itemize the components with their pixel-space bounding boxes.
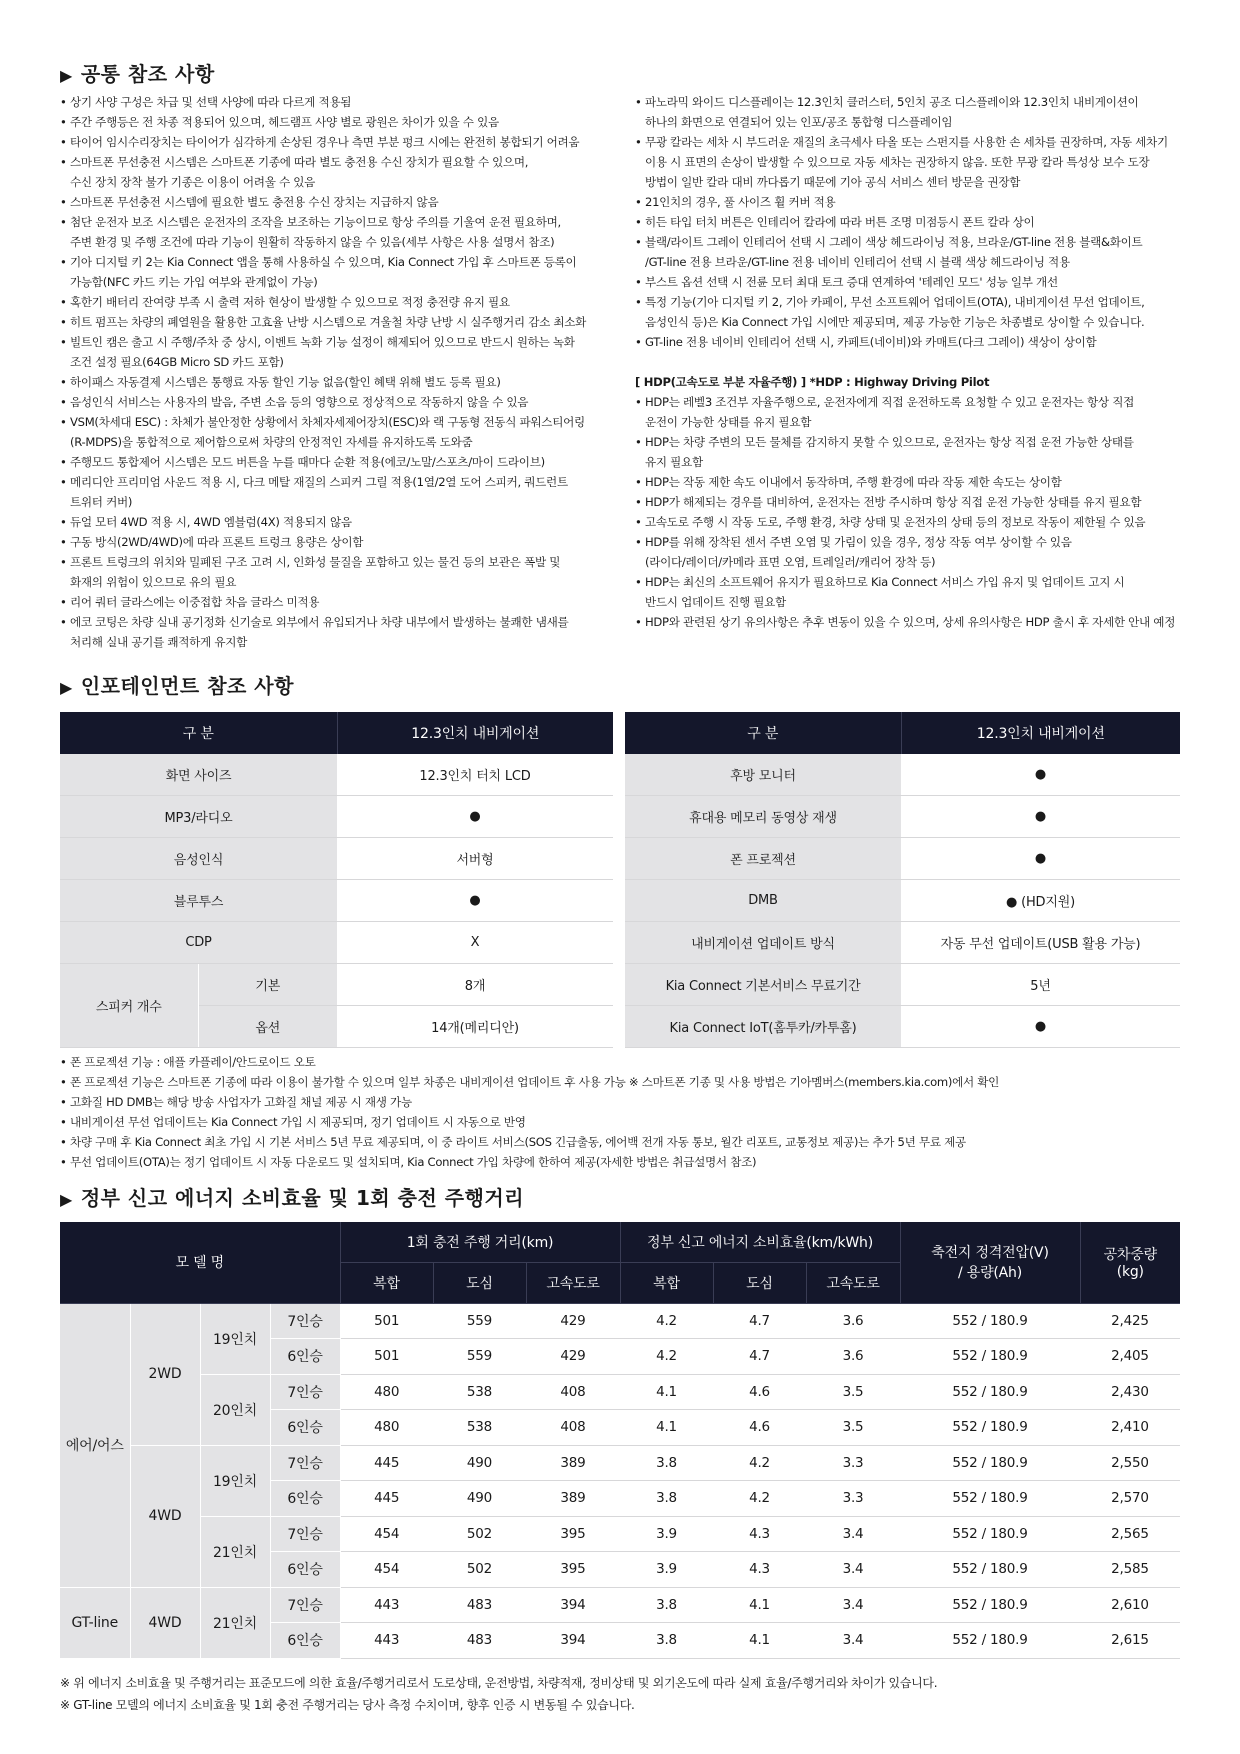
data-cell: 552 / 180.9 bbox=[900, 1374, 1080, 1410]
data-cell: 3.8 bbox=[620, 1445, 713, 1481]
speaker-count-label: 스피커 개수 bbox=[60, 964, 198, 1048]
common-notes-left bbox=[60, 92, 620, 652]
weight-header-line1: 공차중량 bbox=[1103, 1247, 1157, 1264]
spacer bbox=[613, 880, 625, 922]
speaker-option-value: 14개(메리디안) bbox=[337, 1006, 613, 1048]
row-value: X bbox=[337, 922, 613, 964]
data-cell: 395 bbox=[526, 1516, 620, 1552]
common-notes-right bbox=[635, 92, 1190, 632]
data-cell: 538 bbox=[433, 1410, 526, 1446]
bullet-continuation: (라이다/레이더/카메라 표면 오염, 트레일러/캐리어 장착 등) bbox=[645, 555, 936, 569]
data-cell: 4.1 bbox=[713, 1623, 806, 1659]
bullet-item: • 블랙/라이트 그레이 인테리어 선택 시 그레이 색상 헤드라이닝 적용, 브라운/GT-line 전용 블랙&화이트 bbox=[635, 232, 1190, 252]
bullet-item: • 메리디안 프리미엄 사운드 적용 시, 다크 메탈 재질의 스피커 그릴 적용(1열/2열 도어 스피커, 쿼드런트 bbox=[60, 472, 620, 492]
data-cell: 2,570 bbox=[1080, 1481, 1180, 1517]
data-cell: 490 bbox=[433, 1445, 526, 1481]
note-item: • 폰 프로젝션 기능 : 애플 카플레이/안드로이드 오토 bbox=[60, 1052, 1180, 1072]
data-cell: 559 bbox=[433, 1339, 526, 1375]
data-cell: 4.1 bbox=[620, 1374, 713, 1410]
bullet-item: • 파노라믹 와이드 디스플레이는 12.3인치 클러스터, 5인치 공조 디스플레이와 12.3인치 내비게이션이 bbox=[635, 92, 1190, 112]
row-label: CDP bbox=[60, 922, 337, 964]
battery-header bbox=[900, 1222, 1080, 1303]
spacer bbox=[613, 922, 625, 964]
data-cell: 3.9 bbox=[620, 1552, 713, 1588]
battery-header-line2: / 용량(Ah) bbox=[958, 1265, 1022, 1282]
seating: 6인승 bbox=[270, 1552, 340, 1588]
bullet-item: • HDP는 레벨3 조건부 자율주행으로, 운전자에게 직접 운전하도록 요청할 수 있고 운전자는 항상 직접 bbox=[635, 392, 1190, 412]
efficiency-table bbox=[60, 1222, 1180, 1659]
data-cell: 389 bbox=[526, 1481, 620, 1517]
data-cell: 2,430 bbox=[1080, 1374, 1180, 1410]
bullet-item: • 하이패스 자동결제 시스템은 통행료 자동 할인 기능 없음(할인 혜택 위해 별도 등록 필요) bbox=[60, 372, 620, 392]
spacer bbox=[613, 838, 625, 880]
data-cell: 480 bbox=[340, 1410, 433, 1446]
spacer bbox=[613, 1006, 625, 1048]
data-cell: 395 bbox=[526, 1552, 620, 1588]
data-cell: 538 bbox=[433, 1374, 526, 1410]
bullet-item: • HDP는 차량 주변의 모든 물체를 감지하지 못할 수 있으므로, 운전자는 항상 직접 운전 가능한 상태를 bbox=[635, 432, 1190, 452]
data-cell: 2,405 bbox=[1080, 1339, 1180, 1375]
data-cell: 3.4 bbox=[806, 1587, 900, 1623]
note-item: • 무선 업데이트(OTA)는 정기 업데이트 시 자동 다운로드 및 설치되며, Kia Connect 가입 차량에 한하여 제공(자세한 방법은 취급설명서 참조) bbox=[60, 1152, 1180, 1172]
bullet-item: • 상기 사양 구성은 차급 및 선택 사양에 따라 다르게 적용됨 bbox=[60, 92, 620, 112]
note-item: • 차량 구매 후 Kia Connect 최초 가입 시 기본 서비스 5년 무료 제공되며, 이 중 라이트 서비스(SOS 긴급출동, 에어백 전개 자동 통보, 월간 리포트, 교통정보 제공)는 추가 5년 무료 제공 bbox=[60, 1132, 1180, 1152]
spacer bbox=[613, 964, 625, 1006]
data-cell: 2,585 bbox=[1080, 1552, 1180, 1588]
data-cell: 4.2 bbox=[620, 1303, 713, 1339]
row-value: 자동 무선 업데이트(USB 활용 가능) bbox=[901, 922, 1180, 964]
row-label: Kia Connect 기본서비스 무료기간 bbox=[625, 964, 901, 1006]
battery-header-line1: 축전지 정격전압(V) bbox=[931, 1245, 1049, 1262]
range-header: 1회 충전 주행 거리(km) bbox=[340, 1222, 620, 1262]
bullet-item: • 주간 주행등은 전 차종 적용되어 있으며, 헤드램프 사양 별로 광원은 차이가 있을 수 있음 bbox=[60, 112, 620, 132]
bullet-item: • 혹한기 배터리 잔여량 부족 시 출력 저하 현상이 발생할 수 있으므로 적정 충전량 유지 필요 bbox=[60, 292, 620, 312]
bullet-continuation: 하나의 화면으로 연결되어 있는 인포/공조 통합형 디스플레이임 bbox=[645, 115, 953, 129]
data-cell: 501 bbox=[340, 1303, 433, 1339]
bullet-item: • 구동 방식(2WD/4WD)에 따라 프론트 트렁크 용량은 상이함 bbox=[60, 532, 620, 552]
data-cell: 552 / 180.9 bbox=[900, 1410, 1080, 1446]
data-cell: 502 bbox=[433, 1552, 526, 1588]
data-cell: 3.8 bbox=[620, 1587, 713, 1623]
model-name-header: 모 델 명 bbox=[60, 1222, 340, 1303]
bullet-continuation: 화재의 위험이 있으므로 유의 필요 bbox=[70, 575, 237, 589]
data-cell: 3.8 bbox=[620, 1481, 713, 1517]
bullet-continuation: 반드시 업데이트 진행 필요함 bbox=[645, 595, 786, 609]
data-cell: 4.7 bbox=[713, 1339, 806, 1375]
bullet-continuation: 가능함(NFC 카드 키는 가입 여부와 관계없이 가능) bbox=[70, 275, 318, 289]
bullet-item: • HDP가 해제되는 경우를 대비하여, 운전자는 전방 주시하며 항상 직접 운전 가능한 상태를 유지 필요함 bbox=[635, 492, 1190, 512]
bullet-continuation: 조건 설정 필요(64GB Micro SD 카드 포함) bbox=[70, 355, 284, 369]
row-label: MP3/라디오 bbox=[60, 796, 337, 838]
bullet-item: • 기아 디지털 키 2는 Kia Connect 앱을 통해 사용하실 수 있으며, Kia Connect 가입 후 스마트폰 등록이 bbox=[60, 252, 620, 272]
infotainment-table bbox=[60, 712, 1180, 1048]
data-cell: 4.1 bbox=[620, 1410, 713, 1446]
bullet-item: • 듀얼 모터 4WD 적용 시, 4WD 엠블럼(4X) 적용되지 않음 bbox=[60, 512, 620, 532]
data-cell: 2,565 bbox=[1080, 1516, 1180, 1552]
sub-header: 도심 bbox=[433, 1262, 526, 1303]
data-cell: 443 bbox=[340, 1587, 433, 1623]
data-cell: 4.1 bbox=[713, 1587, 806, 1623]
seating: 7인승 bbox=[270, 1516, 340, 1552]
bullet-continuation: 방법이 일반 칼라 대비 까다롭기 때문에 기아 공식 서비스 센터 방문을 권장함 bbox=[645, 175, 1021, 189]
trim-group: 에어/어스 bbox=[60, 1303, 130, 1587]
spacer bbox=[635, 352, 1190, 372]
row-value: ● bbox=[337, 880, 613, 922]
bullet-item: • 첨단 운전자 보조 시스템은 운전자의 조작을 보조하는 기능이므로 항상 주의를 기울여 운전 필요하며, bbox=[60, 212, 620, 232]
data-cell: 394 bbox=[526, 1623, 620, 1659]
sub-header: 고속도로 bbox=[806, 1262, 900, 1303]
bullet-continuation: 운전이 가능한 상태를 유지 필요함 bbox=[645, 415, 812, 429]
spacer bbox=[613, 712, 625, 754]
triangle-icon: ▶ bbox=[60, 1190, 73, 1209]
drive-type: 4WD bbox=[130, 1445, 200, 1587]
section-title-efficiency bbox=[60, 1182, 524, 1211]
data-cell: 389 bbox=[526, 1445, 620, 1481]
row-label: 휴대용 메모리 동영상 재생 bbox=[625, 796, 901, 838]
data-cell: 552 / 180.9 bbox=[900, 1481, 1080, 1517]
row-label: DMB bbox=[625, 880, 901, 922]
section-title-text: 공통 참조 사항 bbox=[80, 62, 215, 86]
wheel-size: 19인치 bbox=[200, 1303, 270, 1374]
data-cell: 501 bbox=[340, 1339, 433, 1375]
sub-header: 복합 bbox=[340, 1262, 433, 1303]
data-cell: 3.4 bbox=[806, 1623, 900, 1659]
efficiency-header: 정부 신고 에너지 소비효율(km/kWh) bbox=[620, 1222, 900, 1262]
data-cell: 552 / 180.9 bbox=[900, 1516, 1080, 1552]
bullet-item: • 음성인식 서비스는 사용자의 발음, 주변 소음 등의 영향으로 정상적으로 작동하지 않을 수 있음 bbox=[60, 392, 620, 412]
infotainment-notes bbox=[60, 1052, 1180, 1172]
wheel-size: 20인치 bbox=[200, 1374, 270, 1445]
bullet-item: • 고속도로 주행 시 작동 도로, 주행 환경, 차량 상태 및 운전자의 상태 등의 정보로 작동이 제한될 수 있음 bbox=[635, 512, 1190, 532]
bullet-continuation: 주변 환경 및 주행 조건에 따라 기능이 원활히 작동하지 않을 수 있음(세부 사항은 사용 설명서 참조) bbox=[70, 235, 555, 249]
data-cell: 502 bbox=[433, 1516, 526, 1552]
data-cell: 552 / 180.9 bbox=[900, 1445, 1080, 1481]
bullet-item: • 특정 기능(기아 디지털 키 2, 기아 카페이, 무선 소프트웨어 업데이트(OTA), 내비게이션 무선 업데이트, bbox=[635, 292, 1190, 312]
data-cell: 4.2 bbox=[713, 1481, 806, 1517]
bullet-item: • 히든 타입 터치 버튼은 인테리어 칼라에 따라 버튼 조명 미점등시 폰트 칼라 상이 bbox=[635, 212, 1190, 232]
data-cell: 3.5 bbox=[806, 1410, 900, 1446]
bullet-continuation: 유지 필요함 bbox=[645, 455, 703, 469]
data-cell: 552 / 180.9 bbox=[900, 1339, 1080, 1375]
data-cell: 3.4 bbox=[806, 1552, 900, 1588]
bullet-item: • 히트 펌프는 차량의 폐열원을 활용한 고효율 난방 시스템으로 겨울철 차량 난방 시 실주행거리 감소 최소화 bbox=[60, 312, 620, 332]
trim-group: GT-line bbox=[60, 1587, 130, 1658]
data-cell: 4.6 bbox=[713, 1410, 806, 1446]
row-value: ● (HD지원) bbox=[901, 880, 1180, 922]
data-cell: 4.6 bbox=[713, 1374, 806, 1410]
sub-header: 고속도로 bbox=[526, 1262, 620, 1303]
row-value: ● bbox=[901, 754, 1180, 796]
weight-header bbox=[1080, 1222, 1180, 1303]
data-cell: 408 bbox=[526, 1374, 620, 1410]
data-cell: 445 bbox=[340, 1445, 433, 1481]
data-cell: 429 bbox=[526, 1303, 620, 1339]
data-cell: 2,615 bbox=[1080, 1623, 1180, 1659]
data-cell: 3.4 bbox=[806, 1516, 900, 1552]
seating: 7인승 bbox=[270, 1374, 340, 1410]
bullet-continuation: 트위터 커버) bbox=[70, 495, 133, 509]
drive-type: 2WD bbox=[130, 1303, 200, 1445]
triangle-icon: ▶ bbox=[60, 66, 73, 85]
bullet-item: • HDP는 최신의 소프트웨어 유지가 필요하므로 Kia Connect 서비스 가입 유지 및 업데이트 고지 시 bbox=[635, 572, 1190, 592]
bullet-item: • 리어 쿼터 글라스에는 이중접합 차음 글라스 미적용 bbox=[60, 592, 620, 612]
data-cell: 552 / 180.9 bbox=[900, 1623, 1080, 1659]
data-cell: 552 / 180.9 bbox=[900, 1303, 1080, 1339]
bullet-item: • HDP는 작동 제한 속도 이내에서 동작하며, 주행 환경에 따라 작동 제한 속도는 상이함 bbox=[635, 472, 1190, 492]
row-label: 후방 모니터 bbox=[625, 754, 901, 796]
spacer bbox=[613, 796, 625, 838]
seating: 6인승 bbox=[270, 1623, 340, 1659]
row-label: 내비게이션 업데이트 방식 bbox=[625, 922, 901, 964]
data-cell: 4.3 bbox=[713, 1516, 806, 1552]
data-cell: 394 bbox=[526, 1587, 620, 1623]
data-cell: 4.2 bbox=[713, 1445, 806, 1481]
spacer bbox=[613, 754, 625, 796]
footnotes bbox=[60, 1672, 937, 1716]
section-title-text: 정부 신고 에너지 소비효율 및 1회 충전 주행거리 bbox=[80, 1186, 525, 1210]
bullet-item: • 스마트폰 무선충전 시스템은 스마트폰 기종에 따라 별도 충전용 수신 장치가 필요할 수 있으며, bbox=[60, 152, 620, 172]
speaker-base-label: 기본 bbox=[198, 964, 337, 1006]
bullet-item: • 타이어 임시수리장치는 타이어가 심각하게 손상된 경우나 측면 부분 펑크 시에는 완전히 봉합되기 어려움 bbox=[60, 132, 620, 152]
wheel-size: 19인치 bbox=[200, 1445, 270, 1516]
data-cell: 2,550 bbox=[1080, 1445, 1180, 1481]
bullet-item: • 프론트 트렁크의 위치와 밀폐된 구조 고려 시, 인화성 물질을 포함하고 있는 물건 등의 보관은 폭발 및 bbox=[60, 552, 620, 572]
bullet-continuation: 처리해 실내 공기를 쾌적하게 유지함 bbox=[70, 635, 248, 649]
data-cell: 3.3 bbox=[806, 1445, 900, 1481]
row-label: 화면 사이즈 bbox=[60, 754, 337, 796]
header-navigation: 12.3인치 내비게이션 bbox=[337, 712, 613, 754]
triangle-icon: ▶ bbox=[60, 678, 73, 697]
data-cell: 483 bbox=[433, 1587, 526, 1623]
row-label: 폰 프로젝션 bbox=[625, 838, 901, 880]
bullet-item: • 21인치의 경우, 풀 사이즈 휠 커버 적용 bbox=[635, 192, 1190, 212]
bullet-continuation: 이용 시 표면의 손상이 발생할 수 있으므로 자동 세차는 권장하지 않음. 또한 무광 칼라 특성상 보수 도장 bbox=[645, 155, 1150, 169]
speaker-option-label: 옵션 bbox=[198, 1006, 337, 1048]
bullet-continuation: (R-MDPS)을 통합적으로 제어함으로써 차량의 안정적인 자세를 유지하도록 도와줌 bbox=[70, 435, 473, 449]
note-item: • 내비게이션 무선 업데이트는 Kia Connect 가입 시 제공되며, 정기 업데이트 시 자동으로 반영 bbox=[60, 1112, 1180, 1132]
bullet-item: • HDP를 위해 장착된 센서 주변 오염 및 가림이 있을 경우, 정상 작동 여부 상이할 수 있음 bbox=[635, 532, 1190, 552]
data-cell: 3.9 bbox=[620, 1516, 713, 1552]
section-title-text: 인포테인먼트 참조 사항 bbox=[80, 674, 294, 698]
bullet-item: • 빌트인 캠은 출고 시 주행/주차 중 상시, 이벤트 녹화 기능 설정이 해제되어 있으므로 반드시 원하는 녹화 bbox=[60, 332, 620, 352]
data-cell: 445 bbox=[340, 1481, 433, 1517]
seating: 7인승 bbox=[270, 1445, 340, 1481]
data-cell: 480 bbox=[340, 1374, 433, 1410]
row-value: 12.3인치 터치 LCD bbox=[337, 754, 613, 796]
note-item: • 폰 프로젝션 기능은 스마트폰 기종에 따라 이용이 불가할 수 있으며 일부 차종은 내비게이션 업데이트 후 사용 가능 ※ 스마트폰 기종 및 사용 방법은 기아멤버스(members.kia.com)에서 확인 bbox=[60, 1072, 1180, 1092]
data-cell: 4.2 bbox=[620, 1339, 713, 1375]
data-cell: 490 bbox=[433, 1481, 526, 1517]
bullet-continuation: 수신 장치 장착 불가 기종은 이용이 어려울 수 있음 bbox=[70, 175, 316, 189]
header-category: 구 분 bbox=[625, 712, 901, 754]
seating: 6인승 bbox=[270, 1410, 340, 1446]
data-cell: 3.5 bbox=[806, 1374, 900, 1410]
data-cell: 559 bbox=[433, 1303, 526, 1339]
bullet-item: • HDP와 관련된 상기 유의사항은 추후 변동이 있을 수 있으며, 상세 유의사항은 HDP 출시 후 자세한 안내 예정 bbox=[635, 612, 1190, 632]
row-value: ● bbox=[337, 796, 613, 838]
data-cell: 3.8 bbox=[620, 1623, 713, 1659]
footnote: ※ GT-line 모델의 에너지 소비효율 및 1회 충전 주행거리는 당사 측정 수치이며, 향후 인증 시 변동될 수 있습니다. bbox=[60, 1698, 635, 1712]
data-cell: 454 bbox=[340, 1552, 433, 1588]
data-cell: 4.7 bbox=[713, 1303, 806, 1339]
data-cell: 443 bbox=[340, 1623, 433, 1659]
bullet-item: • GT-line 전용 네이비 인테리어 선택 시, 카페트(네이비)와 카매트(다크 그레이) 색상이 상이함 bbox=[635, 332, 1190, 352]
header-navigation: 12.3인치 내비게이션 bbox=[901, 712, 1180, 754]
section-title-infotainment bbox=[60, 670, 294, 699]
data-cell: 429 bbox=[526, 1339, 620, 1375]
row-label: 블루투스 bbox=[60, 880, 337, 922]
bullet-continuation: 음성인식 등)은 Kia Connect 가입 시에만 제공되며, 제공 가능한 기능은 차종별로 상이할 수 있습니다. bbox=[645, 315, 1145, 329]
hdp-heading: [ HDP(고속도로 부분 자율주행) ] *HDP : Highway Driving Pilot bbox=[635, 375, 990, 389]
sub-header: 도심 bbox=[713, 1262, 806, 1303]
weight-header-line2: (kg) bbox=[1116, 1264, 1144, 1281]
row-value: ● bbox=[901, 1006, 1180, 1048]
bullet-item: • 에코 코팅은 차량 실내 공기정화 신기술로 외부에서 유입되거나 차량 내부에서 발생하는 불쾌한 냄새를 bbox=[60, 612, 620, 632]
bullet-item: • 주행모드 통합제어 시스템은 모드 버튼을 누를 때마다 순환 적용(에코/노말/스포츠/마이 드라이브) bbox=[60, 452, 620, 472]
wheel-size: 21인치 bbox=[200, 1587, 270, 1658]
row-value: ● bbox=[901, 838, 1180, 880]
row-value: 5년 bbox=[901, 964, 1180, 1006]
data-cell: 483 bbox=[433, 1623, 526, 1659]
seating: 6인승 bbox=[270, 1339, 340, 1375]
seating: 7인승 bbox=[270, 1587, 340, 1623]
data-cell: 2,410 bbox=[1080, 1410, 1180, 1446]
data-cell: 4.3 bbox=[713, 1552, 806, 1588]
seating: 6인승 bbox=[270, 1481, 340, 1517]
bullet-item: • 부스트 옵션 선택 시 전륜 모터 최대 토크 증대 연계하여 '테레인 모드' 성능 일부 개선 bbox=[635, 272, 1190, 292]
data-cell: 408 bbox=[526, 1410, 620, 1446]
bullet-item: • VSM(차세대 ESC) : 차체가 불안정한 상황에서 차체자세제어장치(ESC)와 랙 구동형 전동식 파워스티어링 bbox=[60, 412, 620, 432]
bullet-continuation: /GT-line 전용 브라운/GT-line 전용 네이비 인테리어 선택 시 블랙 색상 헤드라이닝 적용 bbox=[645, 255, 1070, 269]
wheel-size: 21인치 bbox=[200, 1516, 270, 1587]
seating: 7인승 bbox=[270, 1303, 340, 1339]
data-cell: 552 / 180.9 bbox=[900, 1587, 1080, 1623]
row-label: 음성인식 bbox=[60, 838, 337, 880]
data-cell: 3.3 bbox=[806, 1481, 900, 1517]
data-cell: 2,425 bbox=[1080, 1303, 1180, 1339]
bullet-item: • 무광 칼라는 세차 시 부드러운 재질의 초극세사 타올 또는 스펀지를 사용한 손 세차를 권장하며, 자동 세차기 bbox=[635, 132, 1190, 152]
section-title-common bbox=[60, 58, 215, 87]
data-cell: 3.6 bbox=[806, 1339, 900, 1375]
data-cell: 552 / 180.9 bbox=[900, 1552, 1080, 1588]
speaker-base-value: 8개 bbox=[337, 964, 613, 1006]
row-label: Kia Connect IoT(홈투카/카투홈) bbox=[625, 1006, 901, 1048]
bullet-item: • 스마트폰 무선충전 시스템에 필요한 별도 충전용 수신 장치는 지급하지 않음 bbox=[60, 192, 620, 212]
data-cell: 2,610 bbox=[1080, 1587, 1180, 1623]
row-value: 서버형 bbox=[337, 838, 613, 880]
header-category: 구 분 bbox=[60, 712, 337, 754]
data-cell: 454 bbox=[340, 1516, 433, 1552]
data-cell: 3.6 bbox=[806, 1303, 900, 1339]
drive-type: 4WD bbox=[130, 1587, 200, 1658]
note-item: • 고화질 HD DMB는 해당 방송 사업자가 고화질 채널 제공 시 재생 가능 bbox=[60, 1092, 1180, 1112]
footnote: ※ 위 에너지 소비효율 및 주행거리는 표준모드에 의한 효율/주행거리로서 도로상태, 운전방법, 차량적재, 정비상태 및 외기온도에 따라 실제 효율/주행거리와 차이가 있습니다. bbox=[60, 1676, 938, 1690]
sub-header: 복합 bbox=[620, 1262, 713, 1303]
row-value: ● bbox=[901, 796, 1180, 838]
